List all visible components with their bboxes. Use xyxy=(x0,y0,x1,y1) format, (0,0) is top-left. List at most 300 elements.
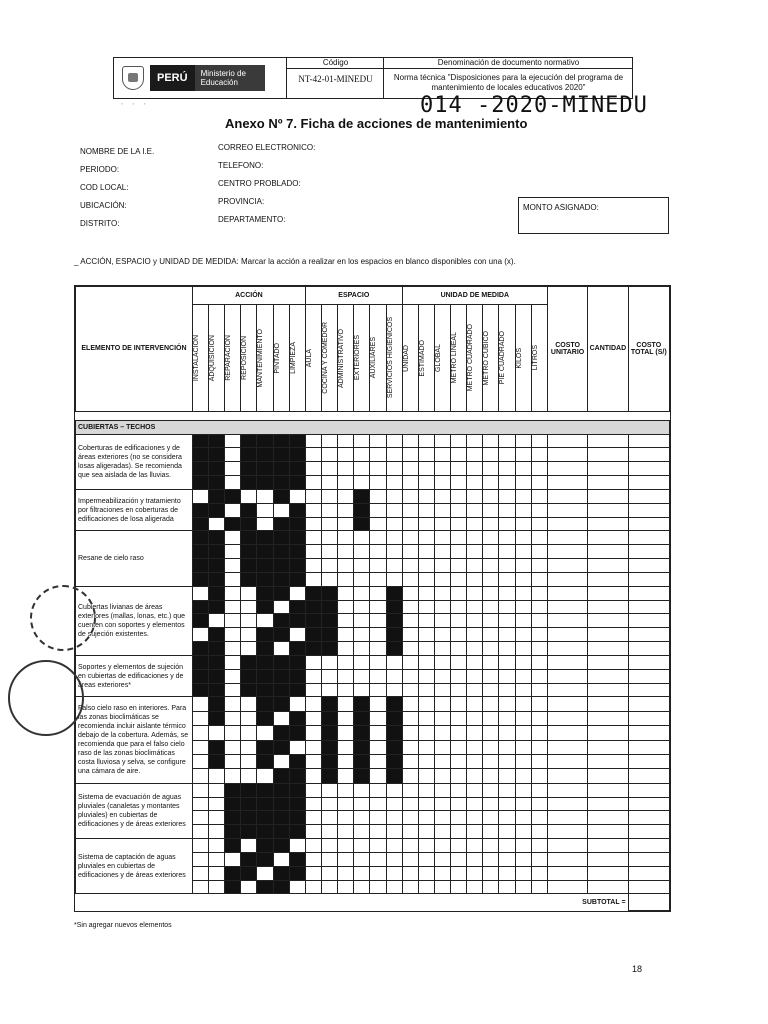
mark-cell[interactable] xyxy=(192,754,208,768)
mark-cell[interactable] xyxy=(499,572,515,586)
mark-cell[interactable] xyxy=(257,614,273,628)
mark-cell[interactable] xyxy=(451,476,467,490)
mark-cell[interactable] xyxy=(628,811,669,825)
mark-cell[interactable] xyxy=(499,740,515,754)
mark-cell[interactable] xyxy=(483,740,499,754)
mark-cell[interactable] xyxy=(418,642,434,656)
mark-cell[interactable] xyxy=(338,628,354,642)
mark-cell[interactable] xyxy=(467,783,483,797)
mark-cell[interactable] xyxy=(499,600,515,614)
mark-cell[interactable] xyxy=(305,669,321,683)
mark-cell[interactable] xyxy=(225,531,241,545)
mark-cell[interactable] xyxy=(451,572,467,586)
mark-cell[interactable] xyxy=(338,769,354,783)
mark-cell[interactable] xyxy=(289,697,305,711)
mark-cell[interactable] xyxy=(588,517,628,531)
mark-cell[interactable] xyxy=(289,628,305,642)
mark-cell[interactable] xyxy=(434,600,450,614)
mark-cell[interactable] xyxy=(547,769,587,783)
mark-cell[interactable] xyxy=(386,825,402,839)
mark-cell[interactable] xyxy=(338,642,354,656)
mark-cell[interactable] xyxy=(386,476,402,490)
mark-cell[interactable] xyxy=(483,572,499,586)
mark-cell[interactable] xyxy=(628,754,669,768)
mark-cell[interactable] xyxy=(209,769,225,783)
mark-cell[interactable] xyxy=(515,517,531,531)
mark-cell[interactable] xyxy=(588,434,628,448)
mark-cell[interactable] xyxy=(418,825,434,839)
mark-cell[interactable] xyxy=(305,697,321,711)
mark-cell[interactable] xyxy=(192,839,208,853)
mark-cell[interactable] xyxy=(515,628,531,642)
mark-cell[interactable] xyxy=(547,797,587,811)
mark-cell[interactable] xyxy=(273,852,289,866)
mark-cell[interactable] xyxy=(547,462,587,476)
mark-cell[interactable] xyxy=(547,726,587,740)
mark-cell[interactable] xyxy=(338,489,354,503)
mark-cell[interactable] xyxy=(402,683,418,697)
mark-cell[interactable] xyxy=(628,503,669,517)
mark-cell[interactable] xyxy=(386,503,402,517)
mark-cell[interactable] xyxy=(322,448,338,462)
mark-cell[interactable] xyxy=(354,669,370,683)
mark-cell[interactable] xyxy=(241,880,257,894)
mark-cell[interactable] xyxy=(225,711,241,725)
mark-cell[interactable] xyxy=(628,740,669,754)
mark-cell[interactable] xyxy=(483,852,499,866)
mark-cell[interactable] xyxy=(386,655,402,669)
mark-cell[interactable] xyxy=(386,448,402,462)
mark-cell[interactable] xyxy=(483,531,499,545)
mark-cell[interactable] xyxy=(467,839,483,853)
mark-cell[interactable] xyxy=(467,531,483,545)
mark-cell[interactable] xyxy=(483,545,499,559)
mark-cell[interactable] xyxy=(515,683,531,697)
mark-cell[interactable] xyxy=(499,586,515,600)
mark-cell[interactable] xyxy=(402,783,418,797)
mark-cell[interactable] xyxy=(370,628,386,642)
mark-cell[interactable] xyxy=(225,572,241,586)
mark-cell[interactable] xyxy=(547,434,587,448)
mark-cell[interactable] xyxy=(354,866,370,880)
mark-cell[interactable] xyxy=(225,628,241,642)
mark-cell[interactable] xyxy=(338,600,354,614)
mark-cell[interactable] xyxy=(547,448,587,462)
mark-cell[interactable] xyxy=(225,462,241,476)
mark-cell[interactable] xyxy=(588,711,628,725)
mark-cell[interactable] xyxy=(418,545,434,559)
mark-cell[interactable] xyxy=(402,489,418,503)
mark-cell[interactable] xyxy=(225,754,241,768)
mark-cell[interactable] xyxy=(354,545,370,559)
mark-cell[interactable] xyxy=(225,434,241,448)
mark-cell[interactable] xyxy=(402,586,418,600)
mark-cell[interactable] xyxy=(305,503,321,517)
mark-cell[interactable] xyxy=(402,545,418,559)
mark-cell[interactable] xyxy=(370,697,386,711)
mark-cell[interactable] xyxy=(209,839,225,853)
mark-cell[interactable] xyxy=(418,852,434,866)
mark-cell[interactable] xyxy=(370,545,386,559)
mark-cell[interactable] xyxy=(418,880,434,894)
mark-cell[interactable] xyxy=(386,852,402,866)
mark-cell[interactable] xyxy=(241,600,257,614)
mark-cell[interactable] xyxy=(192,726,208,740)
mark-cell[interactable] xyxy=(515,783,531,797)
mark-cell[interactable] xyxy=(418,531,434,545)
mark-cell[interactable] xyxy=(531,476,547,490)
mark-cell[interactable] xyxy=(354,531,370,545)
mark-cell[interactable] xyxy=(547,517,587,531)
mark-cell[interactable] xyxy=(531,740,547,754)
mark-cell[interactable] xyxy=(192,825,208,839)
mark-cell[interactable] xyxy=(547,531,587,545)
mark-cell[interactable] xyxy=(418,628,434,642)
mark-cell[interactable] xyxy=(370,797,386,811)
mark-cell[interactable] xyxy=(451,683,467,697)
mark-cell[interactable] xyxy=(499,655,515,669)
mark-cell[interactable] xyxy=(402,811,418,825)
mark-cell[interactable] xyxy=(451,642,467,656)
mark-cell[interactable] xyxy=(451,517,467,531)
mark-cell[interactable] xyxy=(628,783,669,797)
mark-cell[interactable] xyxy=(531,489,547,503)
mark-cell[interactable] xyxy=(588,880,628,894)
mark-cell[interactable] xyxy=(418,683,434,697)
mark-cell[interactable] xyxy=(531,614,547,628)
mark-cell[interactable] xyxy=(338,697,354,711)
mark-cell[interactable] xyxy=(322,489,338,503)
mark-cell[interactable] xyxy=(628,852,669,866)
mark-cell[interactable] xyxy=(402,448,418,462)
mark-cell[interactable] xyxy=(588,811,628,825)
mark-cell[interactable] xyxy=(531,769,547,783)
mark-cell[interactable] xyxy=(499,866,515,880)
mark-cell[interactable] xyxy=(338,825,354,839)
mark-cell[interactable] xyxy=(531,655,547,669)
mark-cell[interactable] xyxy=(289,880,305,894)
subtotal-value[interactable] xyxy=(628,894,669,911)
mark-cell[interactable] xyxy=(338,434,354,448)
mark-cell[interactable] xyxy=(434,711,450,725)
mark-cell[interactable] xyxy=(418,669,434,683)
mark-cell[interactable] xyxy=(531,726,547,740)
mark-cell[interactable] xyxy=(241,586,257,600)
mark-cell[interactable] xyxy=(628,545,669,559)
mark-cell[interactable] xyxy=(515,754,531,768)
mark-cell[interactable] xyxy=(515,697,531,711)
mark-cell[interactable] xyxy=(354,462,370,476)
mark-cell[interactable] xyxy=(588,586,628,600)
mark-cell[interactable] xyxy=(467,614,483,628)
mark-cell[interactable] xyxy=(402,628,418,642)
mark-cell[interactable] xyxy=(225,586,241,600)
mark-cell[interactable] xyxy=(305,448,321,462)
mark-cell[interactable] xyxy=(386,462,402,476)
mark-cell[interactable] xyxy=(515,726,531,740)
mark-cell[interactable] xyxy=(451,711,467,725)
mark-cell[interactable] xyxy=(588,769,628,783)
mark-cell[interactable] xyxy=(418,726,434,740)
mark-cell[interactable] xyxy=(483,683,499,697)
mark-cell[interactable] xyxy=(257,503,273,517)
mark-cell[interactable] xyxy=(515,880,531,894)
mark-cell[interactable] xyxy=(467,642,483,656)
mark-cell[interactable] xyxy=(499,614,515,628)
mark-cell[interactable] xyxy=(434,839,450,853)
mark-cell[interactable] xyxy=(588,852,628,866)
mark-cell[interactable] xyxy=(588,697,628,711)
mark-cell[interactable] xyxy=(370,754,386,768)
mark-cell[interactable] xyxy=(628,642,669,656)
mark-cell[interactable] xyxy=(322,866,338,880)
mark-cell[interactable] xyxy=(451,586,467,600)
mark-cell[interactable] xyxy=(305,545,321,559)
mark-cell[interactable] xyxy=(241,614,257,628)
mark-cell[interactable] xyxy=(628,683,669,697)
mark-cell[interactable] xyxy=(322,852,338,866)
mark-cell[interactable] xyxy=(467,559,483,573)
mark-cell[interactable] xyxy=(628,769,669,783)
mark-cell[interactable] xyxy=(531,669,547,683)
mark-cell[interactable] xyxy=(370,476,386,490)
mark-cell[interactable] xyxy=(192,628,208,642)
mark-cell[interactable] xyxy=(386,866,402,880)
mark-cell[interactable] xyxy=(322,880,338,894)
mark-cell[interactable] xyxy=(434,797,450,811)
mark-cell[interactable] xyxy=(483,448,499,462)
mark-cell[interactable] xyxy=(499,880,515,894)
mark-cell[interactable] xyxy=(483,825,499,839)
mark-cell[interactable] xyxy=(418,866,434,880)
mark-cell[interactable] xyxy=(531,839,547,853)
mark-cell[interactable] xyxy=(547,600,587,614)
mark-cell[interactable] xyxy=(628,572,669,586)
mark-cell[interactable] xyxy=(386,669,402,683)
mark-cell[interactable] xyxy=(499,797,515,811)
mark-cell[interactable] xyxy=(402,825,418,839)
mark-cell[interactable] xyxy=(225,642,241,656)
mark-cell[interactable] xyxy=(451,628,467,642)
mark-cell[interactable] xyxy=(322,683,338,697)
mark-cell[interactable] xyxy=(386,559,402,573)
mark-cell[interactable] xyxy=(418,434,434,448)
mark-cell[interactable] xyxy=(434,462,450,476)
mark-cell[interactable] xyxy=(418,517,434,531)
mark-cell[interactable] xyxy=(241,697,257,711)
mark-cell[interactable] xyxy=(241,711,257,725)
mark-cell[interactable] xyxy=(531,697,547,711)
mark-cell[interactable] xyxy=(354,825,370,839)
mark-cell[interactable] xyxy=(515,740,531,754)
mark-cell[interactable] xyxy=(322,531,338,545)
mark-cell[interactable] xyxy=(370,669,386,683)
mark-cell[interactable] xyxy=(531,811,547,825)
mark-cell[interactable] xyxy=(588,545,628,559)
mark-cell[interactable] xyxy=(547,572,587,586)
mark-cell[interactable] xyxy=(499,669,515,683)
mark-cell[interactable] xyxy=(241,628,257,642)
mark-cell[interactable] xyxy=(305,489,321,503)
mark-cell[interactable] xyxy=(305,683,321,697)
mark-cell[interactable] xyxy=(192,769,208,783)
mark-cell[interactable] xyxy=(418,559,434,573)
mark-cell[interactable] xyxy=(434,476,450,490)
mark-cell[interactable] xyxy=(370,614,386,628)
mark-cell[interactable] xyxy=(547,628,587,642)
mark-cell[interactable] xyxy=(402,866,418,880)
mark-cell[interactable] xyxy=(338,503,354,517)
mark-cell[interactable] xyxy=(547,880,587,894)
mark-cell[interactable] xyxy=(531,628,547,642)
mark-cell[interactable] xyxy=(434,572,450,586)
mark-cell[interactable] xyxy=(305,811,321,825)
mark-cell[interactable] xyxy=(483,642,499,656)
mark-cell[interactable] xyxy=(547,655,587,669)
mark-cell[interactable] xyxy=(305,531,321,545)
mark-cell[interactable] xyxy=(467,866,483,880)
mark-cell[interactable] xyxy=(434,434,450,448)
mark-cell[interactable] xyxy=(588,839,628,853)
mark-cell[interactable] xyxy=(322,797,338,811)
mark-cell[interactable] xyxy=(451,669,467,683)
mark-cell[interactable] xyxy=(467,711,483,725)
mark-cell[interactable] xyxy=(370,740,386,754)
mark-cell[interactable] xyxy=(451,559,467,573)
mark-cell[interactable] xyxy=(628,434,669,448)
mark-cell[interactable] xyxy=(305,434,321,448)
mark-cell[interactable] xyxy=(628,880,669,894)
mark-cell[interactable] xyxy=(322,783,338,797)
mark-cell[interactable] xyxy=(628,559,669,573)
mark-cell[interactable] xyxy=(305,839,321,853)
mark-cell[interactable] xyxy=(418,600,434,614)
mark-cell[interactable] xyxy=(499,476,515,490)
mark-cell[interactable] xyxy=(547,839,587,853)
mark-cell[interactable] xyxy=(547,642,587,656)
mark-cell[interactable] xyxy=(628,825,669,839)
mark-cell[interactable] xyxy=(370,517,386,531)
mark-cell[interactable] xyxy=(588,489,628,503)
mark-cell[interactable] xyxy=(451,811,467,825)
mark-cell[interactable] xyxy=(241,839,257,853)
mark-cell[interactable] xyxy=(531,586,547,600)
mark-cell[interactable] xyxy=(588,531,628,545)
mark-cell[interactable] xyxy=(483,697,499,711)
mark-cell[interactable] xyxy=(354,811,370,825)
mark-cell[interactable] xyxy=(515,825,531,839)
mark-cell[interactable] xyxy=(547,614,587,628)
mark-cell[interactable] xyxy=(515,559,531,573)
mark-cell[interactable] xyxy=(531,711,547,725)
mark-cell[interactable] xyxy=(322,669,338,683)
mark-cell[interactable] xyxy=(434,489,450,503)
mark-cell[interactable] xyxy=(483,503,499,517)
mark-cell[interactable] xyxy=(418,754,434,768)
mark-cell[interactable] xyxy=(467,462,483,476)
mark-cell[interactable] xyxy=(338,586,354,600)
mark-cell[interactable] xyxy=(418,783,434,797)
mark-cell[interactable] xyxy=(370,642,386,656)
mark-cell[interactable] xyxy=(370,852,386,866)
mark-cell[interactable] xyxy=(354,448,370,462)
mark-cell[interactable] xyxy=(483,711,499,725)
mark-cell[interactable] xyxy=(192,697,208,711)
mark-cell[interactable] xyxy=(402,740,418,754)
mark-cell[interactable] xyxy=(531,531,547,545)
mark-cell[interactable] xyxy=(483,434,499,448)
mark-cell[interactable] xyxy=(241,726,257,740)
mark-cell[interactable] xyxy=(354,600,370,614)
mark-cell[interactable] xyxy=(338,726,354,740)
mark-cell[interactable] xyxy=(402,711,418,725)
mark-cell[interactable] xyxy=(354,880,370,894)
mark-cell[interactable] xyxy=(499,754,515,768)
mark-cell[interactable] xyxy=(370,839,386,853)
mark-cell[interactable] xyxy=(225,740,241,754)
mark-cell[interactable] xyxy=(209,797,225,811)
mark-cell[interactable] xyxy=(467,825,483,839)
mark-cell[interactable] xyxy=(515,797,531,811)
mark-cell[interactable] xyxy=(386,517,402,531)
mark-cell[interactable] xyxy=(338,462,354,476)
mark-cell[interactable] xyxy=(451,489,467,503)
mark-cell[interactable] xyxy=(467,655,483,669)
mark-cell[interactable] xyxy=(338,669,354,683)
mark-cell[interactable] xyxy=(547,825,587,839)
mark-cell[interactable] xyxy=(451,655,467,669)
mark-cell[interactable] xyxy=(547,503,587,517)
mark-cell[interactable] xyxy=(499,559,515,573)
mark-cell[interactable] xyxy=(192,811,208,825)
mark-cell[interactable] xyxy=(354,655,370,669)
mark-cell[interactable] xyxy=(192,797,208,811)
mark-cell[interactable] xyxy=(225,448,241,462)
mark-cell[interactable] xyxy=(338,655,354,669)
mark-cell[interactable] xyxy=(418,572,434,586)
mark-cell[interactable] xyxy=(515,711,531,725)
mark-cell[interactable] xyxy=(225,852,241,866)
mark-cell[interactable] xyxy=(531,545,547,559)
mark-cell[interactable] xyxy=(305,880,321,894)
mark-cell[interactable] xyxy=(628,489,669,503)
mark-cell[interactable] xyxy=(434,754,450,768)
mark-cell[interactable] xyxy=(434,448,450,462)
mark-cell[interactable] xyxy=(547,489,587,503)
mark-cell[interactable] xyxy=(209,880,225,894)
mark-cell[interactable] xyxy=(467,572,483,586)
mark-cell[interactable] xyxy=(451,740,467,754)
mark-cell[interactable] xyxy=(628,476,669,490)
mark-cell[interactable] xyxy=(547,545,587,559)
mark-cell[interactable] xyxy=(588,740,628,754)
mark-cell[interactable] xyxy=(499,839,515,853)
mark-cell[interactable] xyxy=(434,531,450,545)
mark-cell[interactable] xyxy=(628,628,669,642)
mark-cell[interactable] xyxy=(338,740,354,754)
mark-cell[interactable] xyxy=(402,655,418,669)
mark-cell[interactable] xyxy=(305,740,321,754)
mark-cell[interactable] xyxy=(305,572,321,586)
mark-cell[interactable] xyxy=(289,839,305,853)
mark-cell[interactable] xyxy=(515,769,531,783)
mark-cell[interactable] xyxy=(209,517,225,531)
mark-cell[interactable] xyxy=(338,545,354,559)
mark-cell[interactable] xyxy=(338,531,354,545)
mark-cell[interactable] xyxy=(434,852,450,866)
mark-cell[interactable] xyxy=(531,572,547,586)
mark-cell[interactable] xyxy=(588,462,628,476)
